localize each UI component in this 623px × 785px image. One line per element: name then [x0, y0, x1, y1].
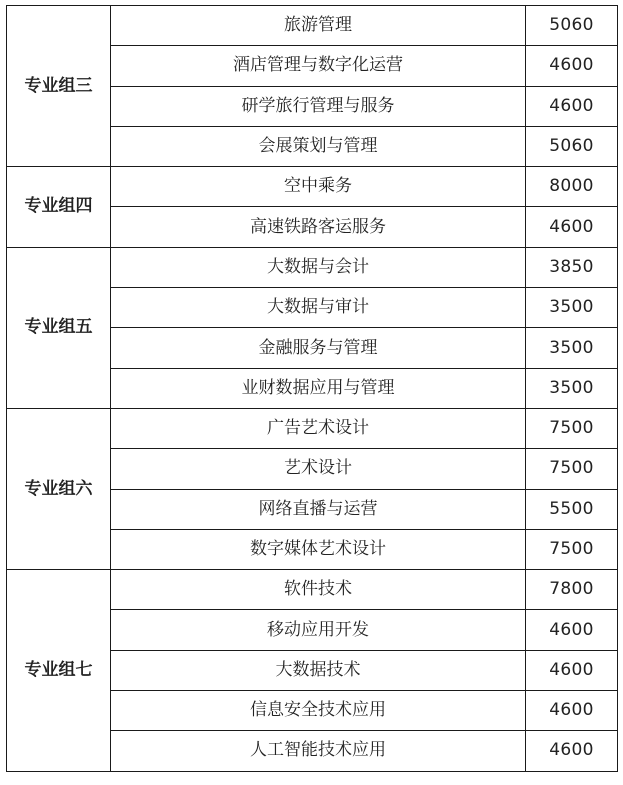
- major-name-cell: 大数据技术: [111, 650, 526, 690]
- major-name-cell: 软件技术: [111, 570, 526, 610]
- major-name-cell: 旅游管理: [111, 6, 526, 46]
- table-row: [7, 6, 618, 46]
- tuition-fee-cell: 3850: [526, 247, 618, 287]
- major-name-cell: 会展策划与管理: [111, 126, 526, 166]
- tuition-fee-cell: 4600: [526, 691, 618, 731]
- major-name-cell: 空中乘务: [111, 167, 526, 207]
- tuition-fee-cell: 5500: [526, 489, 618, 529]
- tuition-fee-cell: 4600: [526, 46, 618, 86]
- tuition-fee-cell: 3500: [526, 368, 618, 408]
- major-name-cell: 高速铁路客运服务: [111, 207, 526, 247]
- tuition-fee-cell: 7800: [526, 570, 618, 610]
- major-name-cell: 广告艺术设计: [111, 408, 526, 448]
- major-fee-table: [6, 5, 618, 772]
- tuition-fee-cell: 4600: [526, 86, 618, 126]
- tuition-fee-cell: 7500: [526, 408, 618, 448]
- major-name-cell: 人工智能技术应用: [111, 731, 526, 771]
- group-name-cell: 专业组六: [7, 408, 111, 569]
- table-row: [7, 167, 618, 207]
- major-name-cell: 信息安全技术应用: [111, 691, 526, 731]
- tuition-fee-cell: 4600: [526, 610, 618, 650]
- group-name-cell: 专业组三: [7, 6, 111, 167]
- major-name-cell: 移动应用开发: [111, 610, 526, 650]
- table-row: [7, 408, 618, 448]
- major-name-cell: 网络直播与运营: [111, 489, 526, 529]
- tuition-fee-cell: 3500: [526, 328, 618, 368]
- tuition-fee-cell: 4600: [526, 207, 618, 247]
- tuition-fee-cell: 8000: [526, 167, 618, 207]
- table-body: [7, 6, 618, 772]
- tuition-fee-cell: 4600: [526, 650, 618, 690]
- group-name-cell: 专业组七: [7, 570, 111, 771]
- table-row: [7, 247, 618, 287]
- tuition-fee-cell: 7500: [526, 529, 618, 569]
- tuition-fee-cell: 4600: [526, 731, 618, 771]
- major-name-cell: 酒店管理与数字化运营: [111, 46, 526, 86]
- major-name-cell: 业财数据应用与管理: [111, 368, 526, 408]
- tuition-fee-cell: 3500: [526, 288, 618, 328]
- major-name-cell: 艺术设计: [111, 449, 526, 489]
- major-name-cell: 大数据与审计: [111, 288, 526, 328]
- tuition-fee-cell: 5060: [526, 126, 618, 166]
- tuition-fee-cell: 7500: [526, 449, 618, 489]
- group-name-cell: 专业组五: [7, 247, 111, 408]
- major-name-cell: 金融服务与管理: [111, 328, 526, 368]
- tuition-fee-cell: 5060: [526, 6, 618, 46]
- major-name-cell: 数字媒体艺术设计: [111, 529, 526, 569]
- major-name-cell: 研学旅行管理与服务: [111, 86, 526, 126]
- major-name-cell: 大数据与会计: [111, 247, 526, 287]
- group-name-cell: 专业组四: [7, 167, 111, 248]
- table-row: [7, 570, 618, 610]
